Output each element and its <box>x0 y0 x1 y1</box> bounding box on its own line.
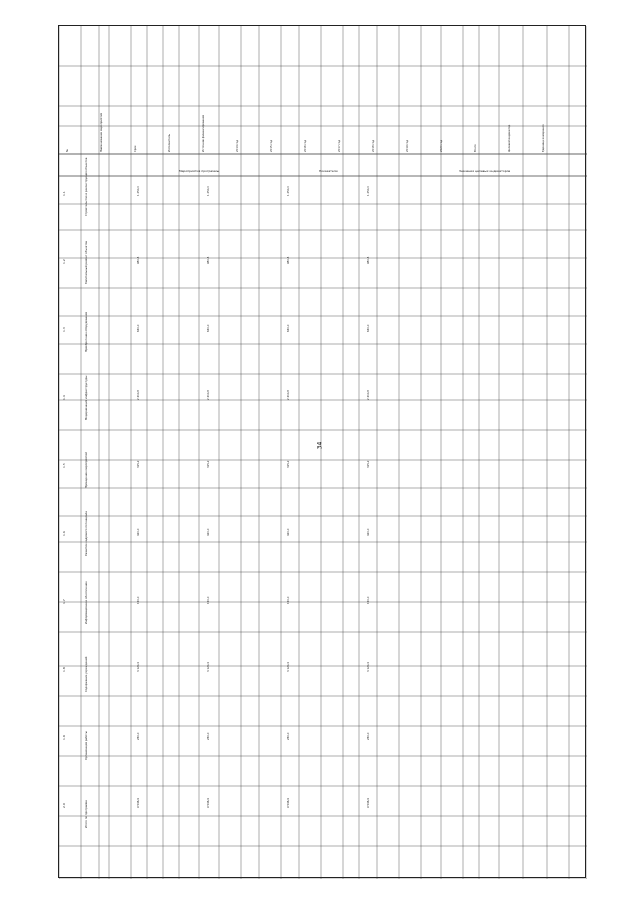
header-group-label: Показатели <box>319 169 338 173</box>
row-value: 420,0 <box>207 528 210 536</box>
row-value: 2 410,8 <box>287 390 290 400</box>
landscape-table-sheet <box>58 25 586 878</box>
row-value: 1 250,0 <box>207 186 210 196</box>
row-name: Приобретение оборудования <box>85 311 88 352</box>
row-name: Капитальный ремонт объектов <box>85 241 88 284</box>
row-value: 420,0 <box>367 528 370 536</box>
row-value: 260,0 <box>137 732 140 740</box>
row-code: 1.8 <box>62 667 66 672</box>
row-name: Содержание учреждений <box>85 656 88 692</box>
column-header: Целевой индикатор <box>508 124 511 152</box>
row-value: 640,0 <box>207 324 210 332</box>
row-value: 260,0 <box>287 732 290 740</box>
row-code: 1.6 <box>62 531 66 536</box>
row-value: 315,2 <box>207 460 210 468</box>
row-code: 1.5 <box>62 463 66 468</box>
row-code: 1.4 <box>62 395 66 400</box>
row-value: 2 410,8 <box>367 390 370 400</box>
column-header: 2019 год <box>406 139 409 152</box>
row-code: 1.2 <box>62 259 66 264</box>
row-value: 3 120,4 <box>207 662 210 672</box>
column-header: Исполнитель <box>168 134 171 152</box>
row-code: 1.7 <box>62 599 66 604</box>
row-value: 1 250,0 <box>287 186 290 196</box>
row-value: 420,0 <box>137 528 140 536</box>
row-value: 9 546,9 <box>207 798 210 808</box>
column-header: 2017 год <box>338 139 341 152</box>
table-grid <box>59 26 587 879</box>
header-group-label: Мероприятия программы <box>179 169 220 173</box>
row-value: 315,2 <box>137 460 140 468</box>
row-name: Строительство и реконструкция объектов <box>85 157 88 216</box>
row-code: 2.0 <box>62 803 66 808</box>
row-value: 980,5 <box>287 256 290 264</box>
row-name: Развитие кадрового потенциала <box>85 511 88 556</box>
row-code: 1.1 <box>62 191 66 196</box>
row-value: 640,0 <box>367 324 370 332</box>
column-header: Единица измерения <box>542 124 545 152</box>
row-value: 150,0 <box>367 596 370 604</box>
row-value: 2 410,8 <box>137 390 140 400</box>
row-name: Информационное обеспечение <box>85 581 88 624</box>
row-value: 3 120,4 <box>367 662 370 672</box>
row-name: Модернизация инфраструктуры <box>85 375 88 420</box>
column-header: № <box>66 149 69 152</box>
row-name: Итого по программе <box>85 800 88 828</box>
column-header: Срок <box>134 145 137 152</box>
column-header: 2020 год <box>440 139 443 152</box>
row-value: 1 250,0 <box>137 186 140 196</box>
page-number: 34 <box>316 441 324 450</box>
row-value: 980,5 <box>367 256 370 264</box>
row-name: Проведение мероприятий <box>85 452 88 488</box>
row-value: 980,5 <box>207 256 210 264</box>
row-value: 9 546,9 <box>137 798 140 808</box>
row-value: 3 120,4 <box>137 662 140 672</box>
row-code: 1.9 <box>62 735 66 740</box>
row-value: 150,0 <box>207 596 210 604</box>
column-header: 2016 год <box>304 139 307 152</box>
row-value: 2 410,8 <box>207 390 210 400</box>
header-group-label: Значения целевых индикаторов <box>459 169 511 173</box>
row-value: 9 546,9 <box>287 798 290 808</box>
column-header: 2018 год <box>372 139 375 152</box>
row-value: 315,2 <box>367 460 370 468</box>
row-value: 315,2 <box>287 460 290 468</box>
column-header: 2014 год <box>236 139 239 152</box>
row-value: 3 120,4 <box>287 662 290 672</box>
row-value: 150,0 <box>287 596 290 604</box>
row-value: 260,0 <box>207 732 210 740</box>
row-value: 1 250,0 <box>367 186 370 196</box>
row-name: Организация работы <box>85 731 88 760</box>
column-header: 2015 год <box>270 139 273 152</box>
column-header: Всего <box>474 144 477 152</box>
column-header: Источник финансирования <box>202 114 205 152</box>
row-value: 150,0 <box>137 596 140 604</box>
row-code: 1.3 <box>62 327 66 332</box>
row-value: 260,0 <box>367 732 370 740</box>
row-value: 980,5 <box>137 256 140 264</box>
column-header: Наименование мероприятия <box>100 112 103 152</box>
row-value: 640,0 <box>137 324 140 332</box>
row-value: 420,0 <box>287 528 290 536</box>
row-value: 9 546,9 <box>367 798 370 808</box>
row-value: 640,0 <box>287 324 290 332</box>
